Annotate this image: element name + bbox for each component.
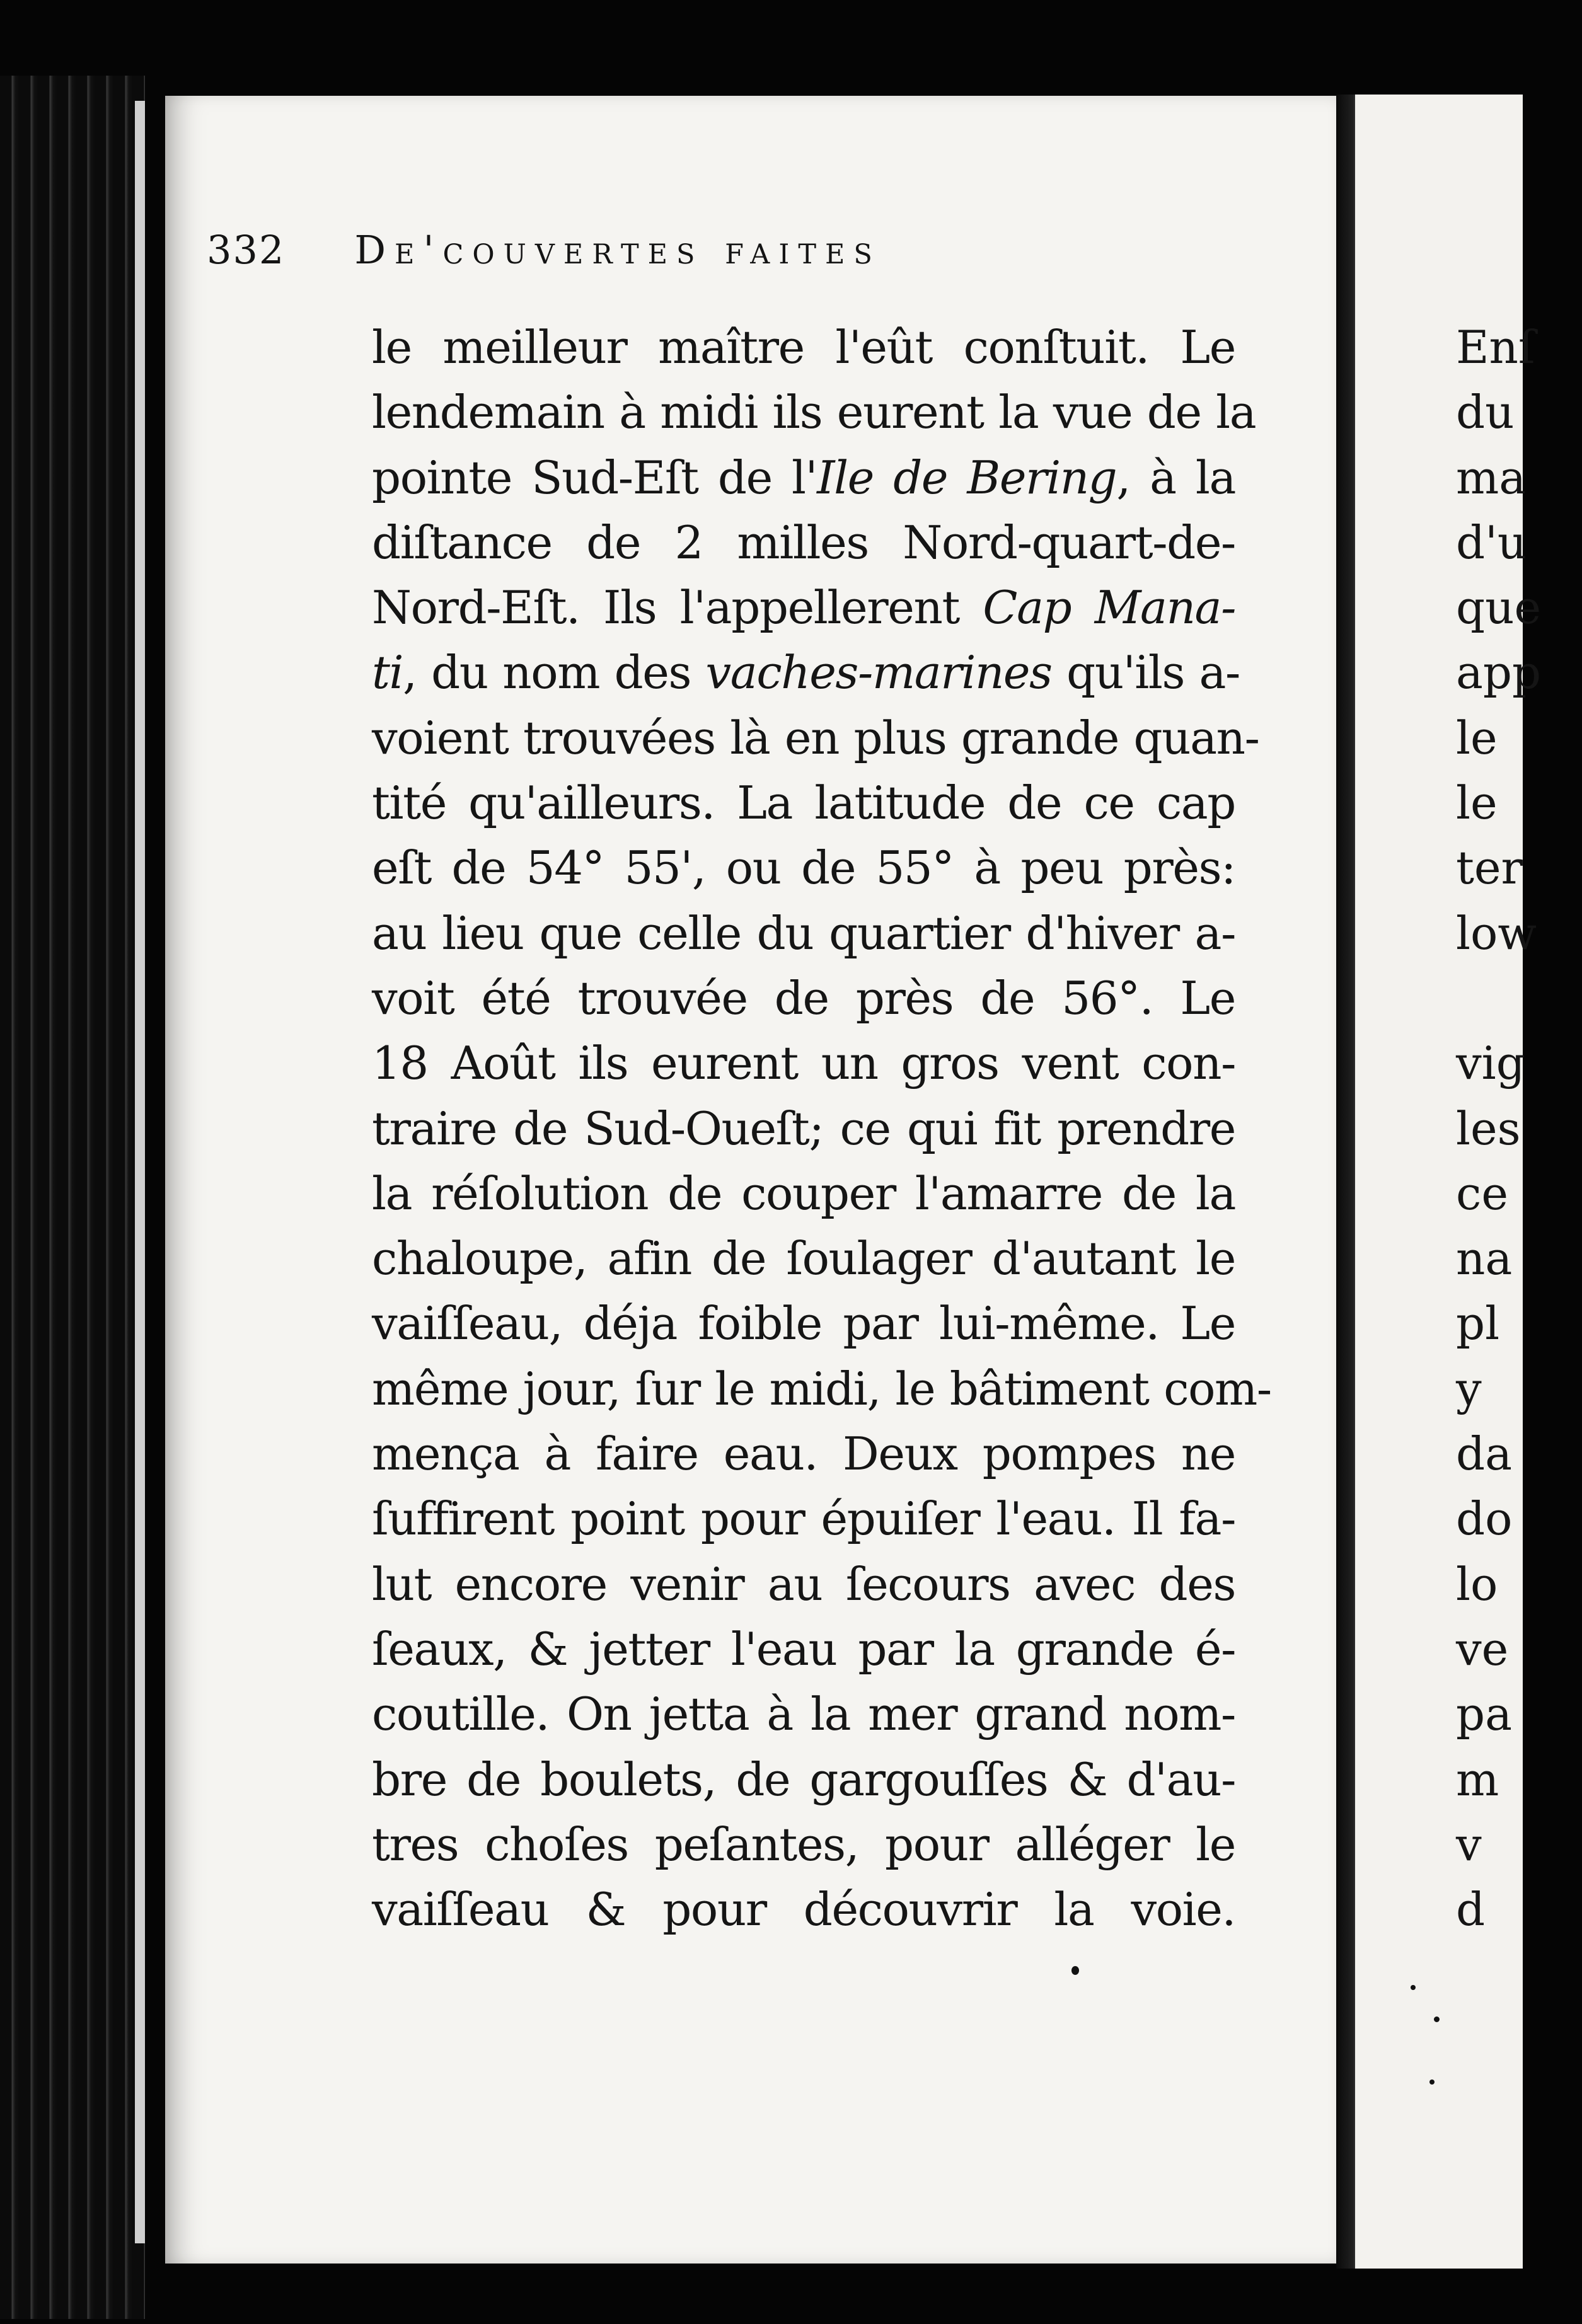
text-run: chaloupe, afin de ſoulager d'autant le <box>372 1232 1235 1286</box>
italic-run: Cap Mana- <box>983 581 1235 635</box>
text-line <box>372 1031 1235 1096</box>
facing-text-line <box>1456 966 1582 1031</box>
text-run: tité qu'ailleurs. La latitude de ce cap <box>372 776 1235 830</box>
text-run: , à la <box>1116 451 1235 504</box>
text-line <box>372 1552 1235 1617</box>
facing-text-line: ce <box>1456 1166 1508 1220</box>
text-line <box>372 1812 1235 1877</box>
facing-text-line: ve <box>1456 1622 1509 1676</box>
text-line <box>372 1291 1235 1356</box>
facing-text-line: vig <box>1456 1037 1525 1090</box>
facing-text-line: lo <box>1456 1557 1498 1611</box>
facing-text-line: d <box>1456 1883 1486 1936</box>
text-run: vaiſſeau, déja foible par lui-même. Le <box>372 1297 1235 1350</box>
ink-speck <box>1434 2016 1440 2022</box>
text-run: vaiſſeau & pour découvrir la voie. <box>372 1883 1235 1936</box>
facing-text-line: les <box>1456 1102 1521 1155</box>
text-line <box>372 1682 1235 1747</box>
text-run: lendemain à midi ils eurent la vue de la <box>372 386 1256 439</box>
facing-text-line: pa <box>1456 1688 1513 1741</box>
facing-text-line: ter <box>1456 841 1523 895</box>
page-number: 332 <box>207 227 286 273</box>
text-run: ſeaux, & jetter l'eau par la grande é- <box>372 1622 1235 1676</box>
facing-text-line: le <box>1456 711 1498 764</box>
text-line <box>372 315 1235 380</box>
text-line <box>372 1422 1235 1487</box>
running-head-title: De'couvertes faites <box>354 227 881 273</box>
text-line <box>372 706 1259 771</box>
facing-page-text <box>1456 315 1582 1942</box>
facing-text-line: na <box>1456 1232 1513 1286</box>
facing-text-line: y <box>1456 1362 1482 1415</box>
text-run: ſuffirent point pour épuiſer l'eau. Il fa- <box>372 1492 1235 1546</box>
text-run: , du nom des <box>403 646 706 699</box>
text-run: eſt de 54° 55', ou de 55° à peu près: <box>372 841 1235 895</box>
facing-text-line: app <box>1456 646 1542 699</box>
facing-text-line: da <box>1456 1427 1513 1481</box>
text-line <box>372 1747 1235 1812</box>
text-line <box>372 1096 1235 1161</box>
text-run: mença à faire eau. Deux pompes ne <box>372 1427 1235 1481</box>
running-head <box>207 227 1152 302</box>
facing-text-line: que <box>1456 581 1542 635</box>
facing-text-line: d'u <box>1456 515 1527 569</box>
body-text <box>372 315 1271 1942</box>
facing-text-line: Enſ <box>1456 321 1535 374</box>
text-line <box>372 1877 1235 1942</box>
text-line <box>372 1617 1235 1682</box>
facing-text-line: m <box>1456 1752 1499 1806</box>
text-run: voient trouvées là en plus grande quan- <box>372 711 1259 764</box>
text-run: tres choſes peſantes, pour alléger le <box>372 1817 1235 1871</box>
facing-text-line: du <box>1456 386 1515 439</box>
book-fore-edge <box>0 76 145 2319</box>
text-run: voit été trouvée de près de 56°. Le <box>372 971 1235 1025</box>
text-run: la réſolution de couper l'amarre de la <box>372 1166 1235 1220</box>
text-run: coutille. On jetta à la mer grand nom- <box>372 1688 1235 1741</box>
italic-run: Ile de Bering <box>817 451 1117 504</box>
text-run: Nord-Eſt. Ils l'appellerent <box>372 581 983 635</box>
text-line <box>372 771 1235 836</box>
facing-text-line: pl <box>1456 1297 1500 1350</box>
text-line <box>372 1357 1271 1422</box>
italic-run: ti <box>372 646 403 699</box>
text-run: diſtance de 2 milles Nord-quart-de- <box>372 515 1235 569</box>
text-run: 18 Août ils eurent un gros vent con- <box>372 1037 1235 1090</box>
text-line <box>372 966 1235 1031</box>
text-line <box>372 575 1235 640</box>
ink-speck <box>1071 1966 1079 1975</box>
text-run: traire de Sud-Oueſt; ce qui fit prendre <box>372 1102 1235 1155</box>
facing-text-line: low <box>1456 906 1537 960</box>
text-line <box>372 1161 1235 1226</box>
text-line <box>372 1487 1235 1551</box>
text-line <box>372 510 1235 575</box>
facing-text-line: le <box>1456 776 1498 830</box>
text-run: au lieu que celle du quartier d'hiver a- <box>372 906 1235 960</box>
text-line <box>372 1226 1235 1291</box>
text-line <box>372 901 1235 966</box>
ink-speck <box>1429 2080 1435 2085</box>
text-line <box>372 380 1256 445</box>
text-line <box>372 836 1235 900</box>
facing-text-line: ma <box>1456 451 1527 504</box>
text-run: bre de boulets, de gargouſſes & d'au- <box>372 1752 1235 1806</box>
text-run: lut encore venir au ſecours avec des <box>372 1557 1235 1611</box>
ink-speck <box>1411 1985 1416 1990</box>
text-run: même jour, ſur le midi, le bâtiment com- <box>372 1362 1271 1415</box>
text-run: qu'ils a- <box>1051 646 1240 699</box>
text-run: pointe Sud-Eſt de l' <box>372 451 817 504</box>
text-line <box>372 446 1235 510</box>
facing-text-line: do <box>1456 1492 1513 1546</box>
text-run: le meilleur maître l'eût conſtuit. Le <box>372 321 1235 374</box>
italic-run: vaches-marines <box>705 646 1052 699</box>
text-line <box>372 640 1240 705</box>
facing-text-line: v <box>1456 1817 1482 1871</box>
